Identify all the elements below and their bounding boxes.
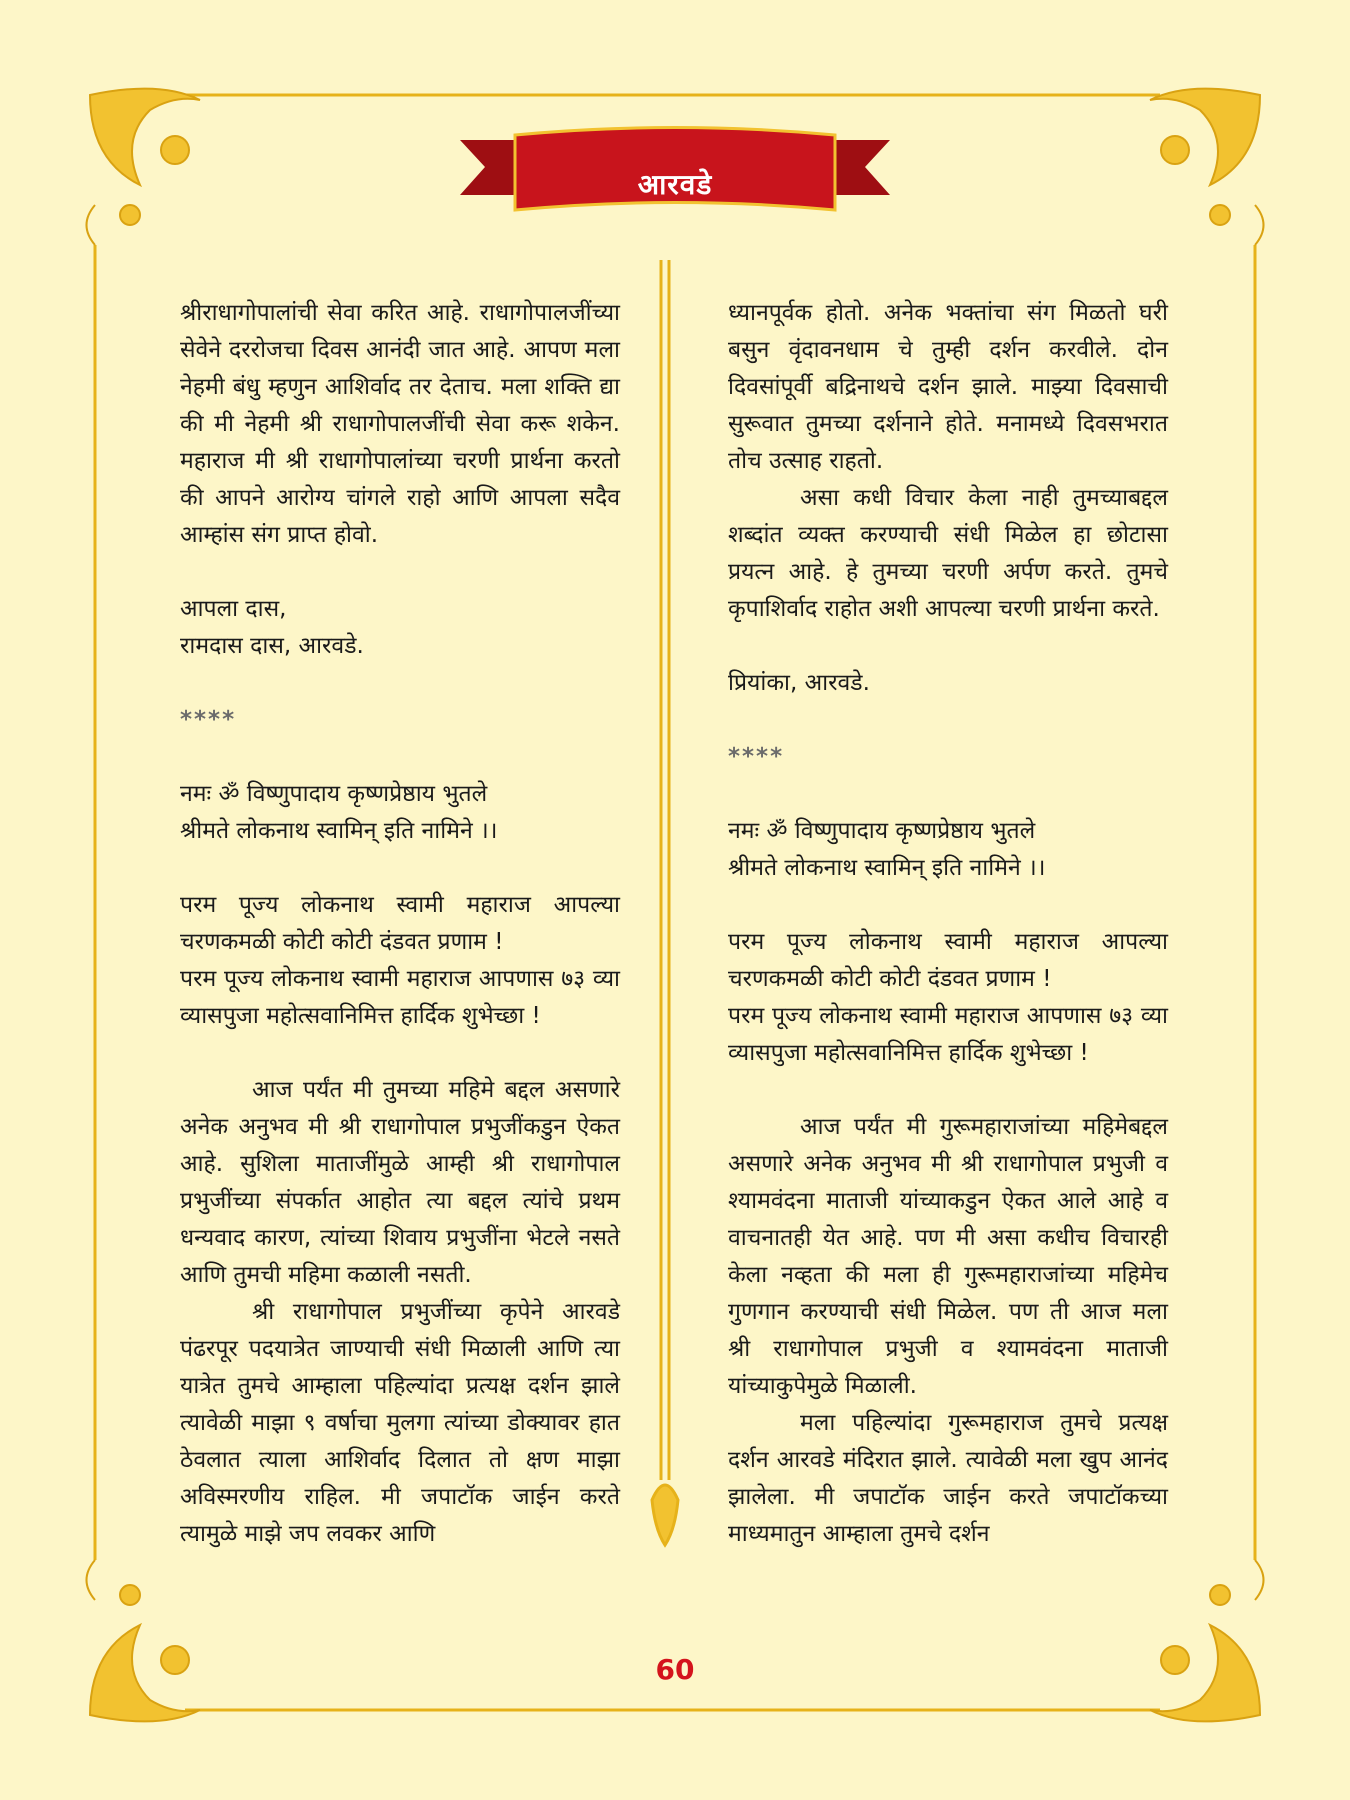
right-paragraph-1: ध्यानपूर्वक होतो. अनेक भक्तांचा संग मिळतो घरी बसुन वृंदावनधाम चे तुम्ही दर्शन करवीले. दोन दिवसांपूर्वी बद्रिनाथचे दर्शन झाले. माझ्या दिवसाची सुरूवात तुमच्या दर्शनाने होते. मनामध्ये दिवसभरात तोच उत्साह राहतो. (728, 300, 1168, 474)
left-verse-line-1: नमः ॐ विष्णुपादाय कृष्णप्रेष्ठाय भुतले (180, 781, 488, 807)
right-greeting-1: परम पूज्य लोकनाथ स्वामी महाराज आपल्या चरणकमळी कोटी कोटी दंडवत प्रणाम ! (728, 929, 1168, 992)
column-divider (652, 260, 678, 1545)
left-signature-line-1: आपला दास, (180, 596, 287, 622)
corner-ornament-top-left (87, 89, 201, 245)
left-paragraph-3: श्री राधागोपाल प्रभुजींच्या कृपेने आरवडे पंढरपूर पदयात्रेत जाण्याची संधी मिळाली आणि त्या यात्रेत तुमचे आम्हाला पहिल्यांदा प्रत्यक्ष दर्शन झाले त्यावेळी माझा ९ वर्षाचा मुलगा त्यांच्या डोक्यावर हात ठेवलात त्याला आशिर्वाद दिलात तो क्षण माझा अविस्मरणीय राहिल. मी जपाटॉक जाईन करते त्यामुळे माझे जप लवकर आणि (180, 1299, 620, 1547)
right-signature: प्रियांका, आरवडे. (728, 670, 870, 696)
right-paragraph-2: असा कधी विचार केला नाही तुमच्याबद्दल शब्दांत व्यक्त करण्याची संधी मिळेल हा छोटासा प्रयत्न आहे. हे तुमच्या चरणी अर्पण करते. तुमचे कृपाशिर्वाद राहोत अशी आपल्या चरणी प्रार्थना करते. (728, 485, 1168, 622)
right-column (728, 295, 1168, 1553)
right-verse-line-1: नमः ॐ विष्णुपादाय कृष्णप्रेष्ठाय भुतले (728, 818, 1036, 844)
left-greeting-1: परम पूज्य लोकनाथ स्वामी महाराज आपल्या चरणकमळी कोटी कोटी दंडवत प्रणाम ! (180, 892, 620, 955)
left-paragraph-1: श्रीराधागोपालांची सेवा करित आहे. राधागोपालजींच्या सेवेने दररोजचा दिवस आनंदी जात आहे. आपण मला नेहमी बंधु म्हणुन आशिर्वाद तर देताच. मला शक्ति द्या की मी नेहमी श्री राधागोपालजींची सेवा करू शकेन. महाराज मी श्री राधागोपालांच्या चरणी प्रार्थना करतो की आपने आरोग्य चांगले राहो आणि आपला सदैव आम्हांस संग प्राप्त होवो. (180, 300, 620, 548)
left-column (180, 295, 620, 1553)
right-paragraph-4: मला पहिल्यांदा गुरूमहाराज तुमचे प्रत्यक्ष दर्शन आरवडे मंदिरात झाले. त्यावेळी मला खुप आनंद झालेला. मी जपाटॉक जाईन करते जपाटॉकच्या माध्यमातुन आम्हाला तुमचे दर्शन (728, 1410, 1168, 1547)
corner-ornament-bottom-right (1150, 1560, 1264, 1721)
corner-ornament-bottom-left (87, 1560, 201, 1721)
left-signature-line-2: रामदास दास, आरवडे. (180, 633, 364, 659)
left-verse-line-2: श्रीमते लोकनाथ स्वामिन् इति नामिने ।। (180, 818, 498, 844)
right-verse-line-2: श्रीमते लोकनाथ स्वामिन् इति नामिने ।। (728, 855, 1046, 881)
corner-ornament-top-right (1150, 89, 1264, 245)
right-paragraph-3: आज पर्यंत मी गुरूमहाराजांच्या महिमेबद्दल असणारे अनेक अनुभव मी श्री राधागोपाल प्रभुजी व श्यामवंदना माताजी यांच्याकडुन ऐकत आले आहे व वाचनातही येत आहे. पण मी असा कधीच विचारही केला नव्हता की मला ही गुरूमहाराजांच्या महिमेच गुणगान करण्याची संधी मिळेल. पण ती आज मला श्री राधागोपाल प्रभुजी व श्यामवंदना माताजी यांच्याकुपेमुळे मिळाली. (728, 1114, 1168, 1399)
header-title: आरवडे (637, 168, 713, 201)
left-separator-stars: **** (180, 707, 237, 733)
right-greeting-2: परम पूज्य लोकनाथ स्वामी महाराज आपणास ७३ व्या व्यासपुजा महोत्सवानिमित्त हार्दिक शुभेच्छा ! (728, 1003, 1168, 1066)
left-paragraph-2: आज पर्यंत मी तुमच्या महिमे बद्दल असणारे अनेक अनुभव मी श्री राधागोपाल प्रभुजींकडुन ऐकत आहे. सुशिला माताजींमुळे आम्ही श्री राधागोपाल प्रभुजींच्या संपर्कात आहोत त्या बद्दल त्यांचे प्रथम धन्यवाद कारण, त्यांच्या शिवाय प्रभुजींना भेटले नसते आणि तुमची महिमा कळाली नसती. (180, 1077, 620, 1288)
left-greeting-2: परम पूज्य लोकनाथ स्वामी महाराज आपणास ७३ व्या व्यासपुजा महोत्सवानिमित्त हार्दिक शुभेच्छा ! (180, 966, 620, 1029)
page-number: 60 (655, 1653, 695, 1686)
right-separator-stars: **** (728, 744, 785, 770)
